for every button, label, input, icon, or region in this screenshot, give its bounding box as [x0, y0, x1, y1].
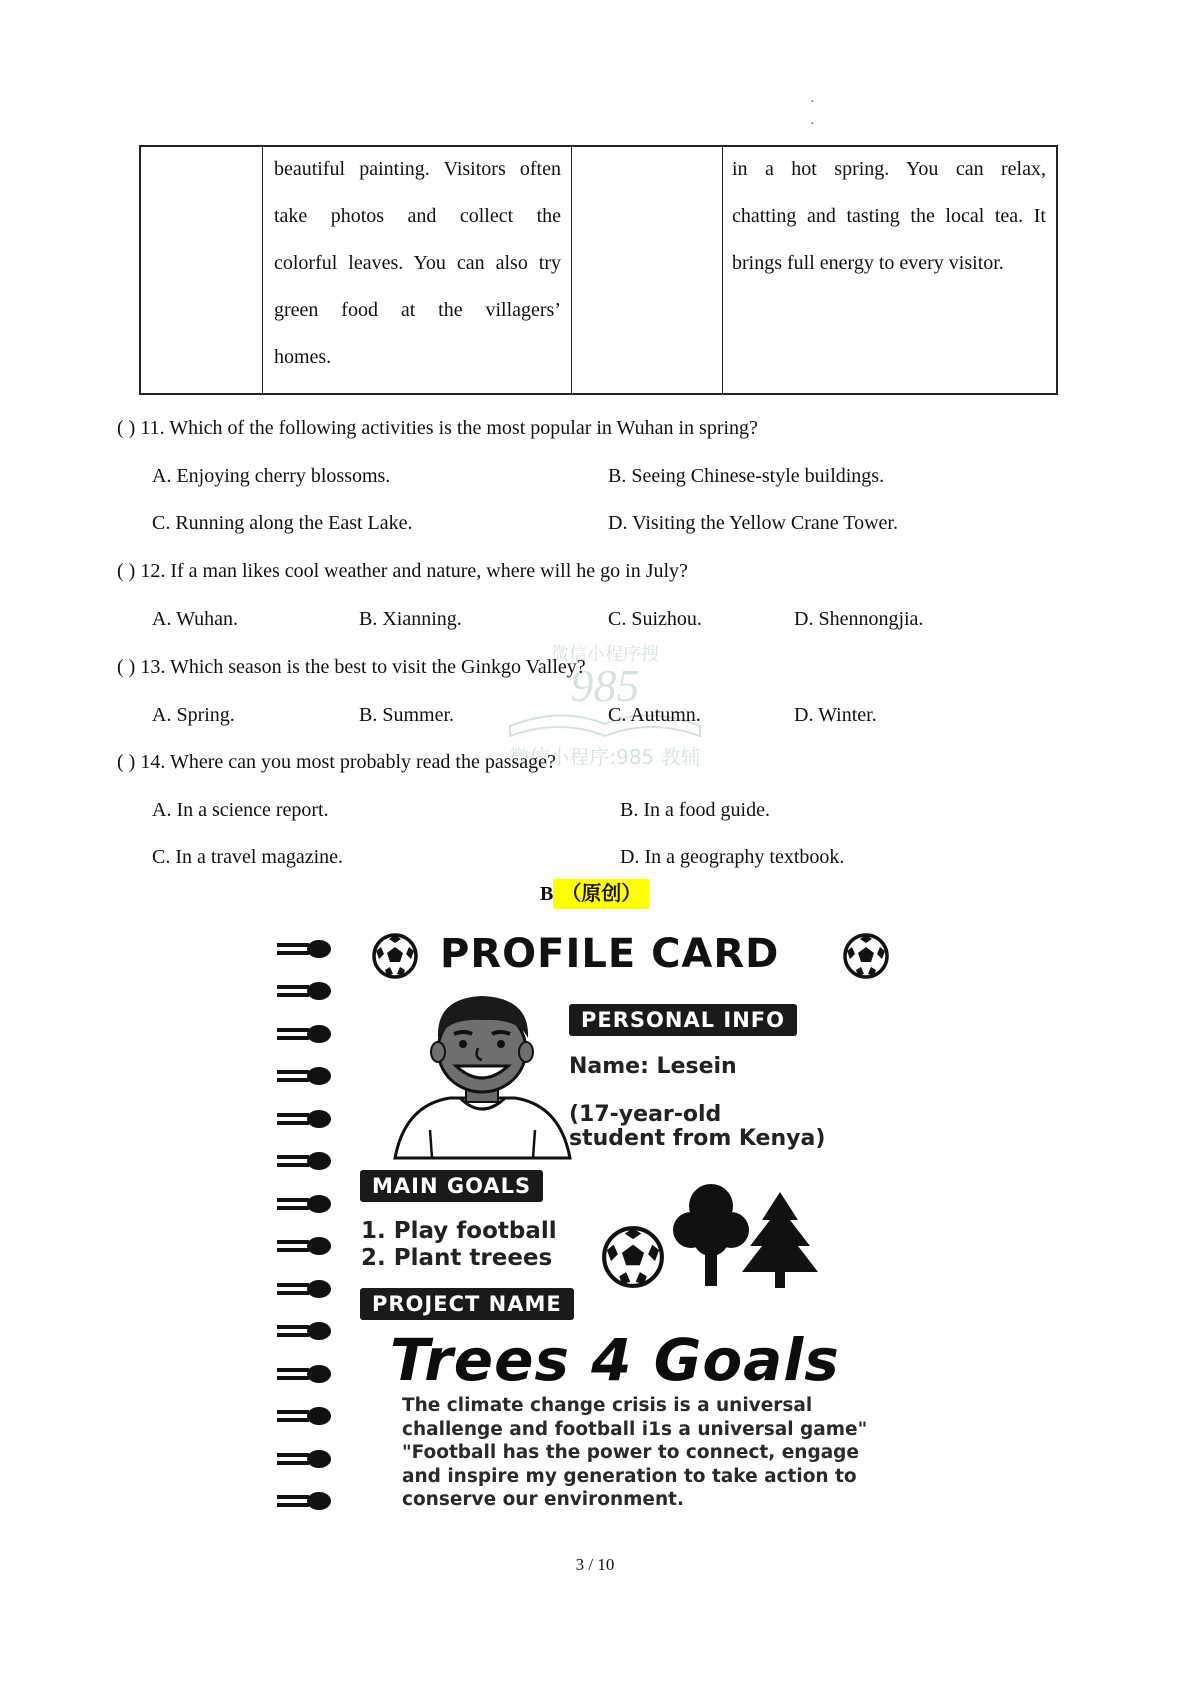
- spiral-ring-icon: [277, 1235, 333, 1257]
- dot-mark: ·: [810, 95, 815, 110]
- cell-line: take photos and collect the: [274, 205, 561, 227]
- option: A. In a science report.: [152, 799, 329, 821]
- profile-name: Name: Lesein: [569, 1054, 737, 1079]
- question-13: ( ) 13. Which season is the best to visit the Ginkgo Valley?: [117, 656, 586, 678]
- profile-desc-line: (17-year-old: [569, 1102, 722, 1127]
- soccer-ball-icon: [371, 932, 419, 980]
- cell-line: brings full energy to every visitor.: [732, 252, 1004, 274]
- profile-card-image: [275, 918, 935, 1518]
- option: B. In a food guide.: [620, 799, 770, 821]
- option: A. Spring.: [152, 704, 235, 726]
- option: D. Shennongjia.: [794, 608, 924, 630]
- option: D. Visiting the Yellow Crane Tower.: [608, 512, 898, 534]
- top-dot-marks: [810, 92, 815, 136]
- pine-tree-icon: [740, 1190, 820, 1290]
- profile-card-title: PROFILE CARD: [440, 931, 780, 977]
- question-11: ( ) 11. Which of the following activities is the most popular in Wuhan in spring?: [117, 417, 758, 439]
- option: B. Summer.: [359, 704, 455, 726]
- page-number: 3 / 10: [575, 1555, 615, 1574]
- spiral-ring-icon: [277, 1278, 333, 1300]
- spiral-ring-icon: [277, 1108, 333, 1130]
- option: D. Winter.: [794, 704, 877, 726]
- section-note-highlight: （原创）: [553, 879, 649, 909]
- watermark-line: 微信小程序:985 教辅: [509, 745, 701, 769]
- table-cell-text: [732, 146, 1046, 287]
- personal-info-label: PERSONAL INFO: [569, 1004, 797, 1036]
- goal-item: 1. Play football: [361, 1218, 557, 1244]
- cell-line: homes.: [274, 346, 332, 368]
- project-quote: [402, 1394, 867, 1512]
- spiral-ring-icon: [277, 1193, 333, 1215]
- spiral-ring-icon: [277, 1150, 333, 1172]
- profile-desc-line: student from Kenya): [569, 1126, 826, 1151]
- question-12: ( ) 12. If a man likes cool weather and nature, where will he go in July?: [117, 560, 688, 582]
- quote-line: conserve our environment.: [402, 1489, 685, 1510]
- watermark-number: 985: [570, 660, 640, 711]
- option: A. Wuhan.: [152, 608, 239, 630]
- table-cell-text: [274, 146, 561, 381]
- soccer-ball-icon: [842, 932, 890, 980]
- project-name-label: PROJECT NAME: [360, 1288, 574, 1320]
- cell-line: green food at the villagers’: [274, 299, 561, 321]
- quote-line: The climate change crisis is a universal: [402, 1395, 813, 1416]
- quote-line: "Football has the power to connect, engage: [402, 1442, 859, 1463]
- quote-line: and inspire my generation to take action to: [402, 1465, 857, 1487]
- spiral-ring-icon: [277, 1405, 333, 1427]
- section-title: [540, 877, 649, 906]
- option: A. Enjoying cherry blossoms.: [152, 465, 391, 487]
- spiral-ring-icon: [277, 1023, 333, 1045]
- table-col-1: [141, 147, 263, 393]
- soccer-ball-icon: [600, 1224, 666, 1290]
- spiral-ring-icon: [277, 1065, 333, 1087]
- tree-icon: [671, 1180, 751, 1290]
- cell-line: in a hot spring. You can relax,: [732, 158, 1046, 180]
- option: C. In a travel magazine.: [152, 846, 344, 868]
- option: C. Autumn.: [608, 704, 701, 726]
- spiral-ring-icon: [277, 1490, 333, 1512]
- spiral-ring-icon: [277, 1448, 333, 1470]
- question-14: ( ) 14. Where can you most probably read the passage?: [117, 751, 556, 773]
- cell-line: colorful leaves. You can also try: [274, 252, 561, 274]
- watermark-line: 微信小程序搜: [551, 644, 659, 665]
- boy-portrait-illustration: [390, 990, 575, 1160]
- section-letter: B: [540, 883, 554, 905]
- spiral-ring-icon: [277, 938, 333, 960]
- goal-item: 2. Plant treees: [361, 1245, 553, 1271]
- project-name: Trees 4 Goals: [390, 1326, 840, 1394]
- continuation-table: [139, 145, 1058, 395]
- spiral-ring-icon: [277, 1320, 333, 1342]
- cell-line: chatting and tasting the local tea. It: [732, 205, 1046, 227]
- option: C. Running along the East Lake.: [152, 512, 413, 534]
- spiral-ring-icon: [277, 980, 333, 1002]
- dot-mark: ·: [810, 117, 815, 132]
- option: D. In a geography textbook.: [620, 846, 845, 868]
- main-goals-label: MAIN GOALS: [360, 1170, 543, 1202]
- cell-line: beautiful painting. Visitors often: [274, 158, 561, 180]
- option: B. Seeing Chinese-style buildings.: [608, 465, 885, 487]
- spiral-ring-icon: [277, 1363, 333, 1385]
- option: B. Xianning.: [359, 608, 462, 630]
- table-col-3: [572, 147, 723, 393]
- option: C. Suizhou.: [608, 608, 702, 630]
- quote-line: challenge and football i1s a universal game": [402, 1418, 868, 1440]
